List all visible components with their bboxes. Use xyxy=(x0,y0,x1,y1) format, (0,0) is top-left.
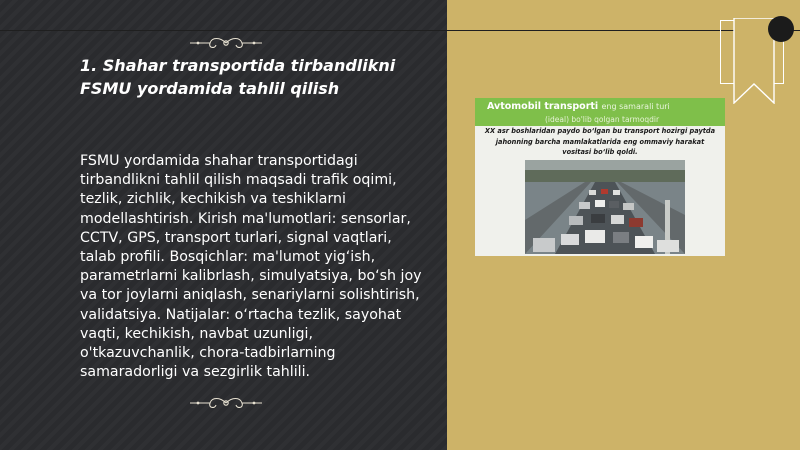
top-divider-line xyxy=(0,30,800,31)
card-title xyxy=(475,98,725,115)
corner-dot xyxy=(768,16,794,42)
embedded-image-card xyxy=(475,98,725,256)
card-subtitle: (ideal) bo'lib qolgan tarmoqdir xyxy=(475,115,725,126)
ornament-flourish-icon xyxy=(188,35,264,51)
traffic-photo xyxy=(525,160,685,254)
slide-title: 1. Shahar transportida tirbandlikni FSMU yordamida tahlil qilish xyxy=(80,56,396,98)
card-title-rest: eng samarali turi xyxy=(601,102,670,111)
card-title-main: Avtomobil transporti xyxy=(487,101,599,112)
card-caption: XX asr boshlaridan paydo bo‘lgan bu transport hozirgi paytda jahonning barcha mamlakatlarida eng ommaviy harakat vositasi bo‘lib qoldi. xyxy=(484,127,716,156)
slide-body-text: FSMU yordamida shahar transportidagi tirbandlikni tahlil qilish maqsadi trafik oqimi, tezlik, zichlik, kechikish va teshiklarni modellashtirish. Kirish ma'lumotlari: sensorlar, CCTV, GPS, transport turlari, signal vaqtlari, talab profili. Bosqichlar: ma'lumot yig‘ish, parametrlarni kalibrlash, simulyatsiya, bo‘sh joy va tor joylarni aniqlash, senariylarni solishtirish, validatsiya. Natijalar: o‘rtacha tezlik, sayohat vaqti, kechikish, navbat uzunligi, o'tkazuvchanlik, chora-tadbirlarning samaradorligi va sezgirlik tahlili. xyxy=(80,153,422,381)
ornament-flourish-icon xyxy=(188,395,264,411)
